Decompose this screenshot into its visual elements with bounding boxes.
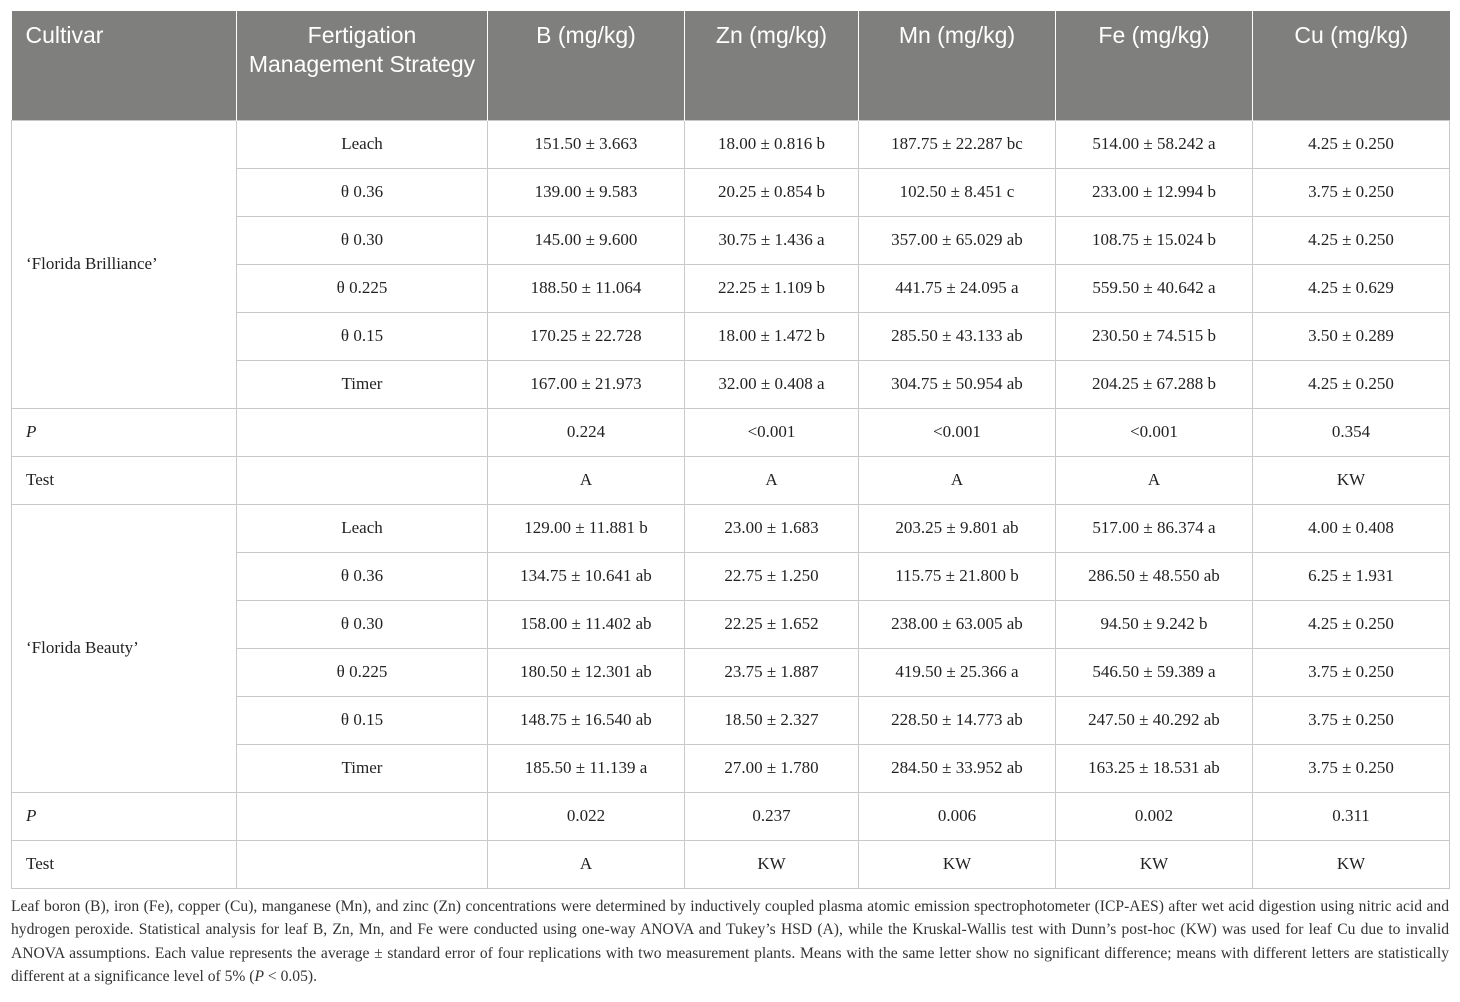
value-cell-zn: 18.00 ± 1.472 b <box>685 312 859 360</box>
p-cell-b: 0.224 <box>488 408 685 456</box>
p-cell-fe: <0.001 <box>1056 408 1253 456</box>
strategy-cell: θ 0.225 <box>237 648 488 696</box>
strategy-cell: Timer <box>237 360 488 408</box>
p-cell-fe: 0.002 <box>1056 792 1253 840</box>
strategy-cell: θ 0.36 <box>237 552 488 600</box>
p-cell-zn: <0.001 <box>685 408 859 456</box>
header-cultivar: Cultivar <box>12 11 237 120</box>
value-cell-b: 167.00 ± 21.973 <box>488 360 685 408</box>
value-cell-fe: 559.50 ± 40.642 a <box>1056 264 1253 312</box>
footnote-p-symbol: P <box>254 968 265 986</box>
value-cell-cu: 4.00 ± 0.408 <box>1253 504 1450 552</box>
value-cell-cu: 4.25 ± 0.250 <box>1253 216 1450 264</box>
value-cell-cu: 4.25 ± 0.629 <box>1253 264 1450 312</box>
p-label: P <box>12 792 237 840</box>
strategy-cell: θ 0.225 <box>237 264 488 312</box>
test-cell-b: A <box>488 456 685 504</box>
test-cell-mn: KW <box>859 840 1056 888</box>
header-strategy: Fertigation Management Strategy <box>237 11 488 120</box>
value-cell-b: 180.50 ± 12.301 ab <box>488 648 685 696</box>
value-cell-b: 188.50 ± 11.064 <box>488 264 685 312</box>
value-cell-b: 145.00 ± 9.600 <box>488 216 685 264</box>
value-cell-fe: 230.50 ± 74.515 b <box>1056 312 1253 360</box>
value-cell-fe: 204.25 ± 67.288 b <box>1056 360 1253 408</box>
test-cell-cu: KW <box>1253 456 1450 504</box>
value-cell-fe: 286.50 ± 48.550 ab <box>1056 552 1253 600</box>
empty-cell <box>237 408 488 456</box>
value-cell-b: 139.00 ± 9.583 <box>488 168 685 216</box>
value-cell-fe: 546.50 ± 59.389 a <box>1056 648 1253 696</box>
value-cell-zn: 22.25 ± 1.109 b <box>685 264 859 312</box>
p-label: P <box>12 408 237 456</box>
value-cell-mn: 203.25 ± 9.801 ab <box>859 504 1056 552</box>
strategy-cell: θ 0.30 <box>237 600 488 648</box>
value-cell-fe: 514.00 ± 58.242 a <box>1056 120 1253 168</box>
value-cell-cu: 3.75 ± 0.250 <box>1253 168 1450 216</box>
value-cell-fe: 517.00 ± 86.374 a <box>1056 504 1253 552</box>
test-label: Test <box>12 456 237 504</box>
test-row <box>12 840 1450 888</box>
table-footnote <box>11 895 1449 989</box>
value-cell-cu: 3.50 ± 0.289 <box>1253 312 1450 360</box>
value-cell-b: 170.25 ± 22.728 <box>488 312 685 360</box>
value-cell-mn: 228.50 ± 14.773 ab <box>859 696 1056 744</box>
value-cell-zn: 20.25 ± 0.854 b <box>685 168 859 216</box>
strategy-cell: θ 0.15 <box>237 696 488 744</box>
value-cell-mn: 285.50 ± 43.133 ab <box>859 312 1056 360</box>
value-cell-b: 158.00 ± 11.402 ab <box>488 600 685 648</box>
value-cell-mn: 304.75 ± 50.954 ab <box>859 360 1056 408</box>
test-row <box>12 456 1450 504</box>
value-cell-mn: 187.75 ± 22.287 bc <box>859 120 1056 168</box>
cultivar-cell: ‘Florida Beauty’ <box>12 504 237 792</box>
value-cell-zn: 22.25 ± 1.652 <box>685 600 859 648</box>
footnote-text: Leaf boron (B), iron (Fe), copper (Cu), manganese (Mn), and zinc (Zn) concentrations were determined by inductively coupled plasma atomic emission spectrophotometer (ICP-AES) after wet acid digestion using nitric acid and hydrogen peroxide. Statistical analysis for leaf B, Zn, Mn, and Fe were conducted using one-way ANOVA and Tukey’s HSD (A), while the Kruskal-Wallis test with Dunn’s post-hoc (KW) was used for leaf Cu due to invalid ANOVA assumptions. Each value represents the average ± standard error of four replications with two measurement plants. Means with the same letter show no significant difference; means with different letters are statistically different at a significance level of 5% ( <box>11 898 1449 986</box>
p-value-row <box>12 408 1450 456</box>
test-cell-fe: A <box>1056 456 1253 504</box>
header-b: B (mg/kg) <box>488 11 685 120</box>
value-cell-fe: 108.75 ± 15.024 b <box>1056 216 1253 264</box>
empty-cell <box>237 840 488 888</box>
value-cell-zn: 30.75 ± 1.436 a <box>685 216 859 264</box>
value-cell-cu: 4.25 ± 0.250 <box>1253 120 1450 168</box>
cultivar-cell: ‘Florida Brilliance’ <box>12 120 237 408</box>
p-value-row <box>12 792 1450 840</box>
strategy-cell: θ 0.15 <box>237 312 488 360</box>
test-cell-fe: KW <box>1056 840 1253 888</box>
table-header <box>12 11 1450 120</box>
value-cell-b: 148.75 ± 16.540 ab <box>488 696 685 744</box>
value-cell-fe: 94.50 ± 9.242 b <box>1056 600 1253 648</box>
value-cell-cu: 3.75 ± 0.250 <box>1253 648 1450 696</box>
strategy-cell: Leach <box>237 504 488 552</box>
table-container <box>11 11 1449 889</box>
header-row <box>12 11 1450 120</box>
value-cell-fe: 247.50 ± 40.292 ab <box>1056 696 1253 744</box>
test-cell-b: A <box>488 840 685 888</box>
value-cell-cu: 4.25 ± 0.250 <box>1253 360 1450 408</box>
p-cell-mn: 0.006 <box>859 792 1056 840</box>
table-body <box>12 120 1450 888</box>
test-cell-cu: KW <box>1253 840 1450 888</box>
value-cell-zn: 18.50 ± 2.327 <box>685 696 859 744</box>
micronutrient-table <box>11 11 1450 889</box>
value-cell-cu: 3.75 ± 0.250 <box>1253 744 1450 792</box>
value-cell-zn: 27.00 ± 1.780 <box>685 744 859 792</box>
value-cell-cu: 6.25 ± 1.931 <box>1253 552 1450 600</box>
test-cell-zn: A <box>685 456 859 504</box>
value-cell-cu: 4.25 ± 0.250 <box>1253 600 1450 648</box>
p-cell-zn: 0.237 <box>685 792 859 840</box>
value-cell-cu: 3.75 ± 0.250 <box>1253 696 1450 744</box>
test-cell-mn: A <box>859 456 1056 504</box>
value-cell-mn: 238.00 ± 63.005 ab <box>859 600 1056 648</box>
footnote-text-end: < 0.05). <box>264 968 317 986</box>
table-row <box>12 504 1450 552</box>
p-cell-cu: 0.311 <box>1253 792 1450 840</box>
empty-cell <box>237 792 488 840</box>
strategy-cell: Leach <box>237 120 488 168</box>
value-cell-zn: 18.00 ± 0.816 b <box>685 120 859 168</box>
value-cell-mn: 441.75 ± 24.095 a <box>859 264 1056 312</box>
value-cell-zn: 22.75 ± 1.250 <box>685 552 859 600</box>
header-zn: Zn (mg/kg) <box>685 11 859 120</box>
strategy-cell: θ 0.36 <box>237 168 488 216</box>
value-cell-mn: 102.50 ± 8.451 c <box>859 168 1056 216</box>
strategy-cell: θ 0.30 <box>237 216 488 264</box>
value-cell-mn: 357.00 ± 65.029 ab <box>859 216 1056 264</box>
header-mn: Mn (mg/kg) <box>859 11 1056 120</box>
value-cell-b: 185.50 ± 11.139 a <box>488 744 685 792</box>
value-cell-b: 134.75 ± 10.641 ab <box>488 552 685 600</box>
value-cell-mn: 419.50 ± 25.366 a <box>859 648 1056 696</box>
empty-cell <box>237 456 488 504</box>
test-label: Test <box>12 840 237 888</box>
header-fe: Fe (mg/kg) <box>1056 11 1253 120</box>
p-cell-cu: 0.354 <box>1253 408 1450 456</box>
test-cell-zn: KW <box>685 840 859 888</box>
value-cell-fe: 163.25 ± 18.531 ab <box>1056 744 1253 792</box>
value-cell-fe: 233.00 ± 12.994 b <box>1056 168 1253 216</box>
value-cell-mn: 115.75 ± 21.800 b <box>859 552 1056 600</box>
value-cell-b: 129.00 ± 11.881 b <box>488 504 685 552</box>
p-cell-mn: <0.001 <box>859 408 1056 456</box>
strategy-cell: Timer <box>237 744 488 792</box>
value-cell-zn: 23.75 ± 1.887 <box>685 648 859 696</box>
value-cell-zn: 32.00 ± 0.408 a <box>685 360 859 408</box>
p-cell-b: 0.022 <box>488 792 685 840</box>
value-cell-mn: 284.50 ± 33.952 ab <box>859 744 1056 792</box>
value-cell-b: 151.50 ± 3.663 <box>488 120 685 168</box>
header-cu: Cu (mg/kg) <box>1253 11 1450 120</box>
table-row <box>12 120 1450 168</box>
value-cell-zn: 23.00 ± 1.683 <box>685 504 859 552</box>
